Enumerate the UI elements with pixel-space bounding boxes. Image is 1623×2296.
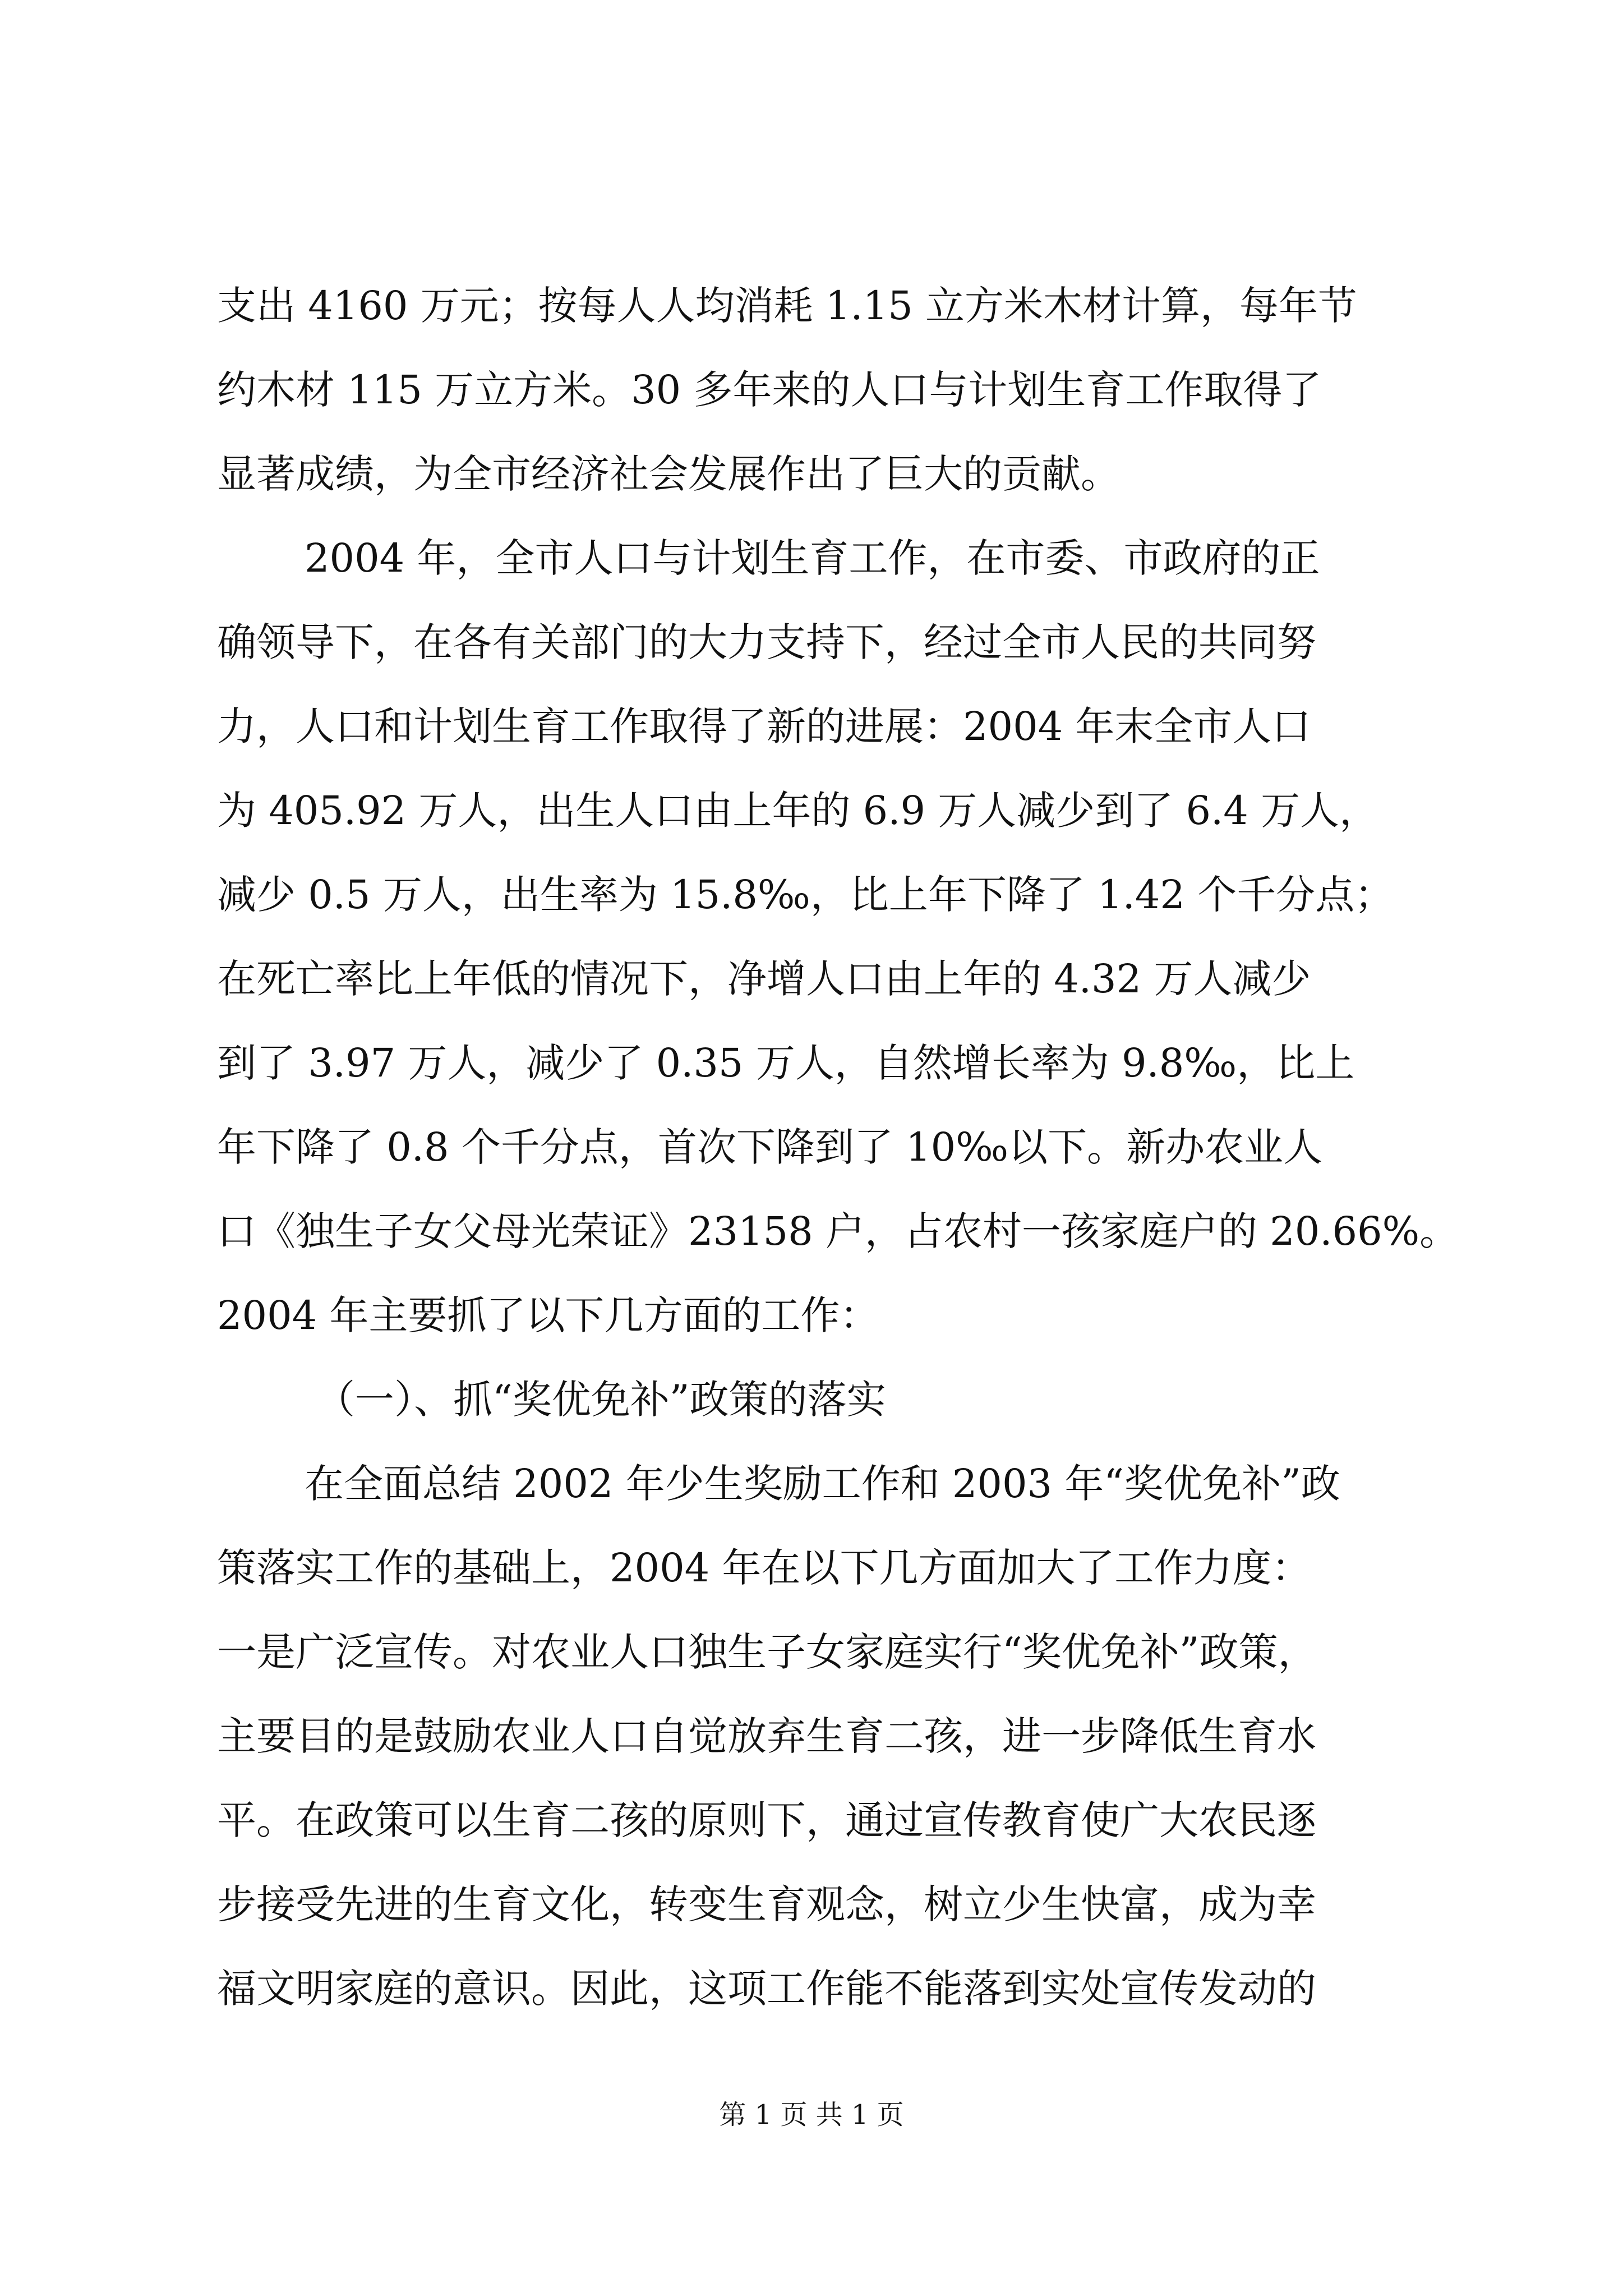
text-line: 减少 0.5 万人，出生率为 15.8‰，比上年下降了 1.42 个千分点； bbox=[217, 872, 1394, 918]
text-line: 支出 4160 万元；按每人人均消耗 1.15 立方米木材计算，每年节 bbox=[217, 283, 1358, 329]
section-heading: （一）、抓“奖优免补”政策的落实 bbox=[316, 1377, 886, 1423]
text-line: 步接受先进的生育文化，转变生育观念，树立少生快富，成为幸 bbox=[217, 1881, 1316, 1927]
text-line: 口《独生子女父母光荣证》23158 户，占农村一孩家庭户的 20.66%。 bbox=[217, 1208, 1459, 1254]
text-line: 约木材 115 万立方米。30 多年来的人口与计划生育工作取得了 bbox=[217, 367, 1322, 413]
text-line: 到了 3.97 万人，减少了 0.35 万人，自然增长率为 9.8‰，比上 bbox=[217, 1040, 1355, 1086]
text-line: 显著成绩，为全市经济社会发展作出了巨大的贡献。 bbox=[217, 451, 1120, 497]
text-line: 年下降了 0.8 个千分点，首次下降到了 10‰以下。新办农业人 bbox=[217, 1124, 1323, 1170]
text-line: 主要目的是鼓励农业人口自觉放弃生育二孩，进一步降低生育水 bbox=[217, 1713, 1316, 1759]
text-line: 2004 年主要抓了以下几方面的工作： bbox=[217, 1292, 879, 1338]
text-line: 福文明家庭的意识。因此，这项工作能不能落到实处宣传发动的 bbox=[217, 1966, 1316, 2012]
text-line: 平。在政策可以生育二孩的原则下，通过宣传教育使广大农民逐 bbox=[217, 1797, 1316, 1843]
text-line: 确领导下，在各有关部门的大力支持下，经过全市人民的共同努 bbox=[217, 619, 1316, 665]
text-line: 在死亡率比上年低的情况下，净增人口由上年的 4.32 万人减少 bbox=[217, 956, 1311, 1002]
text-line: 一是广泛宣传。对农业人口独生子女家庭实行“奖优免补”政策， bbox=[217, 1629, 1317, 1675]
text-line: 力，人口和计划生育工作取得了新的进展：2004 年末全市人口 bbox=[217, 703, 1311, 749]
text-line: 策落实工作的基础上，2004 年在以下几方面加大了工作力度： bbox=[217, 1545, 1311, 1591]
paragraph-first-line: 在全面总结 2002 年少生奖励工作和 2003 年“奖优免补”政 bbox=[305, 1461, 1340, 1507]
paragraph-first-line: 2004 年，全市人口与计划生育工作，在市委、市政府的正 bbox=[305, 535, 1320, 581]
page-footer: 第 1 页 共 1 页 bbox=[719, 2099, 904, 2131]
text-line: 为 405.92 万人，出生人口由上年的 6.9 万人减少到了 6.4 万人， bbox=[217, 788, 1379, 834]
